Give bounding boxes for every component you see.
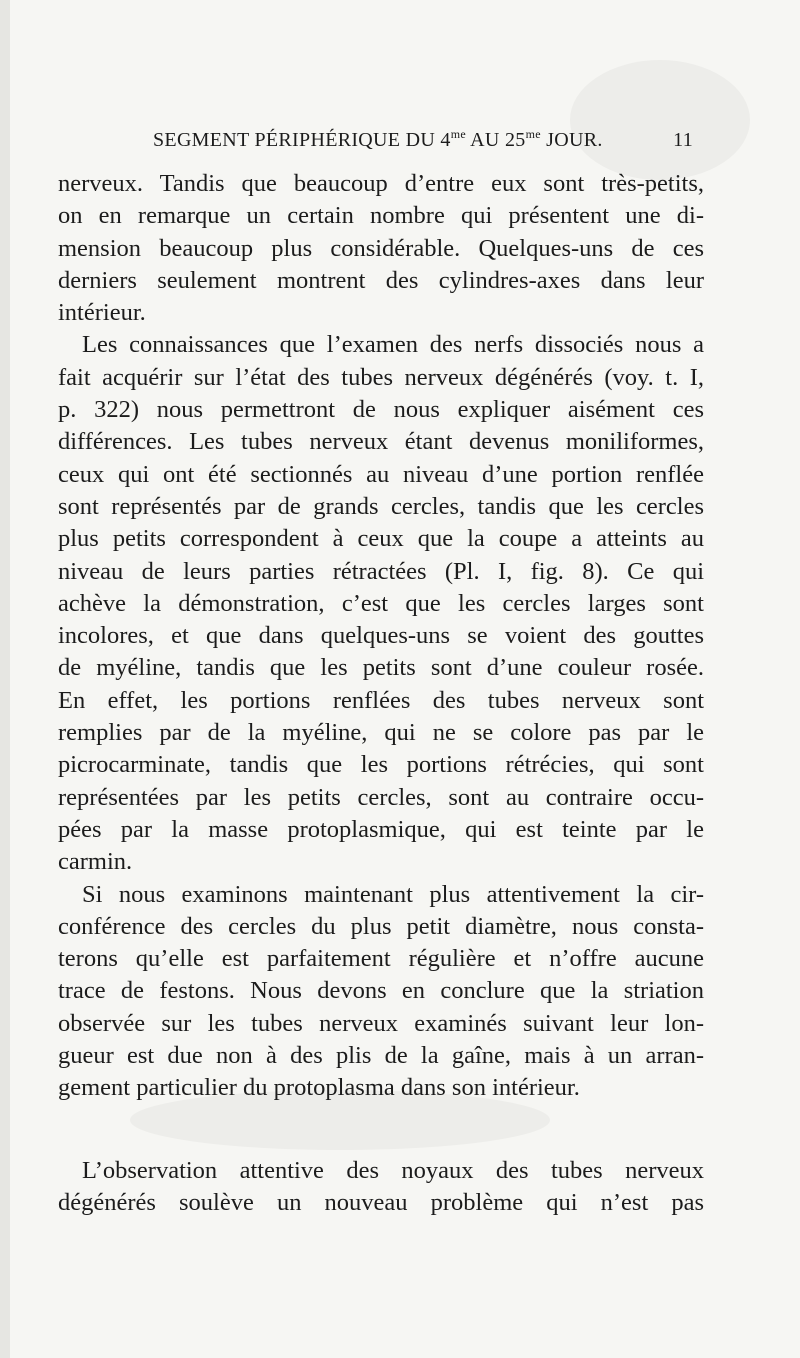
text-line: picrocarminate, tandis que les portions rétrécies, qui sont xyxy=(58,751,704,779)
text-line: observée sur les tubes nerveux examinés suivant leur lon- xyxy=(58,1009,704,1037)
text-line: sont représentés par de grands cercles, tandis que les cercles xyxy=(58,492,704,520)
text-line: remplies par de la myéline, qui ne se colore pas par le xyxy=(58,719,704,747)
text-line: L’observation attentive des noyaux des tubes nerveux xyxy=(82,1157,704,1184)
text-line: gueur est due non à des plis de la gaîne, mais à un arran- xyxy=(58,1042,704,1070)
text-line: mension beaucoup plus considérable. Quelques-uns de ces xyxy=(58,234,704,262)
text-line: derniers seulement montrent des cylindres-axes dans leur xyxy=(58,266,704,294)
text-line: trace de festons. Nous devons en conclure que la striation xyxy=(58,977,704,1005)
text-line: carmin. xyxy=(58,848,133,876)
page-number: 11 xyxy=(673,129,693,151)
text-line: ceux qui ont été sectionnés au niveau d’une portion renflée xyxy=(58,460,704,488)
body-text-block xyxy=(58,168,704,1105)
text-line: En effet, les portions renflées des tubes nerveux sont xyxy=(58,686,704,714)
text-line: conférence des cercles du plus petit diamètre, nous consta- xyxy=(58,912,704,940)
book-page xyxy=(10,0,800,1358)
text-line: nerveux. Tandis que beaucoup d’entre eux sont très-petits, xyxy=(58,170,704,197)
body-text-block xyxy=(58,1155,704,1220)
text-line: on en remarque un certain nombre qui présentent une di- xyxy=(58,202,704,230)
text-line: pées par la masse protoplasmique, qui est teinte par le xyxy=(58,815,704,843)
text-line: Les connaissances que l’examen des nerfs dissociés nous a xyxy=(82,331,704,359)
text-line: achève la démonstration, c’est que les cercles larges sont xyxy=(58,589,704,617)
text-line: représentées par les petits cercles, sont au contraire occu- xyxy=(58,783,704,811)
text-line: Si nous examinons maintenant plus attentivement la cir- xyxy=(82,880,704,908)
text-line: différences. Les tubes nerveux étant devenus moniliformes, xyxy=(58,428,704,456)
running-header xyxy=(153,129,693,159)
text-line: dégénérés soulève un nouveau problème qui n’est pas xyxy=(58,1189,704,1217)
text-line: intérieur. xyxy=(58,299,146,327)
text-line: gement particulier du protoplasma dans son intérieur. xyxy=(58,1074,580,1102)
text-line: niveau de leurs parties rétractées (Pl. I, fig. 8). Ce qui xyxy=(58,557,704,585)
text-line: incolores, et que dans quelques-uns se voient des gouttes xyxy=(58,622,704,650)
text-line: fait acquérir sur l’état des tubes nerveux dégénérés (voy. t. I, xyxy=(58,363,704,391)
text-line: plus petits correspondent à ceux que la coupe a atteints au xyxy=(58,525,704,553)
running-title: SEGMENT PÉRIPHÉRIQUE DU $4^{me}$ AU $25^{me}$ JOUR. xyxy=(153,127,603,151)
text-line: de myéline, tandis que les petits sont d’une couleur rosée. xyxy=(58,654,704,682)
text-line: p. 322) nous permettront de nous expliquer aisément ces xyxy=(58,396,704,424)
text-line: terons qu’elle est parfaitement régulière et n’offre aucune xyxy=(58,945,704,973)
